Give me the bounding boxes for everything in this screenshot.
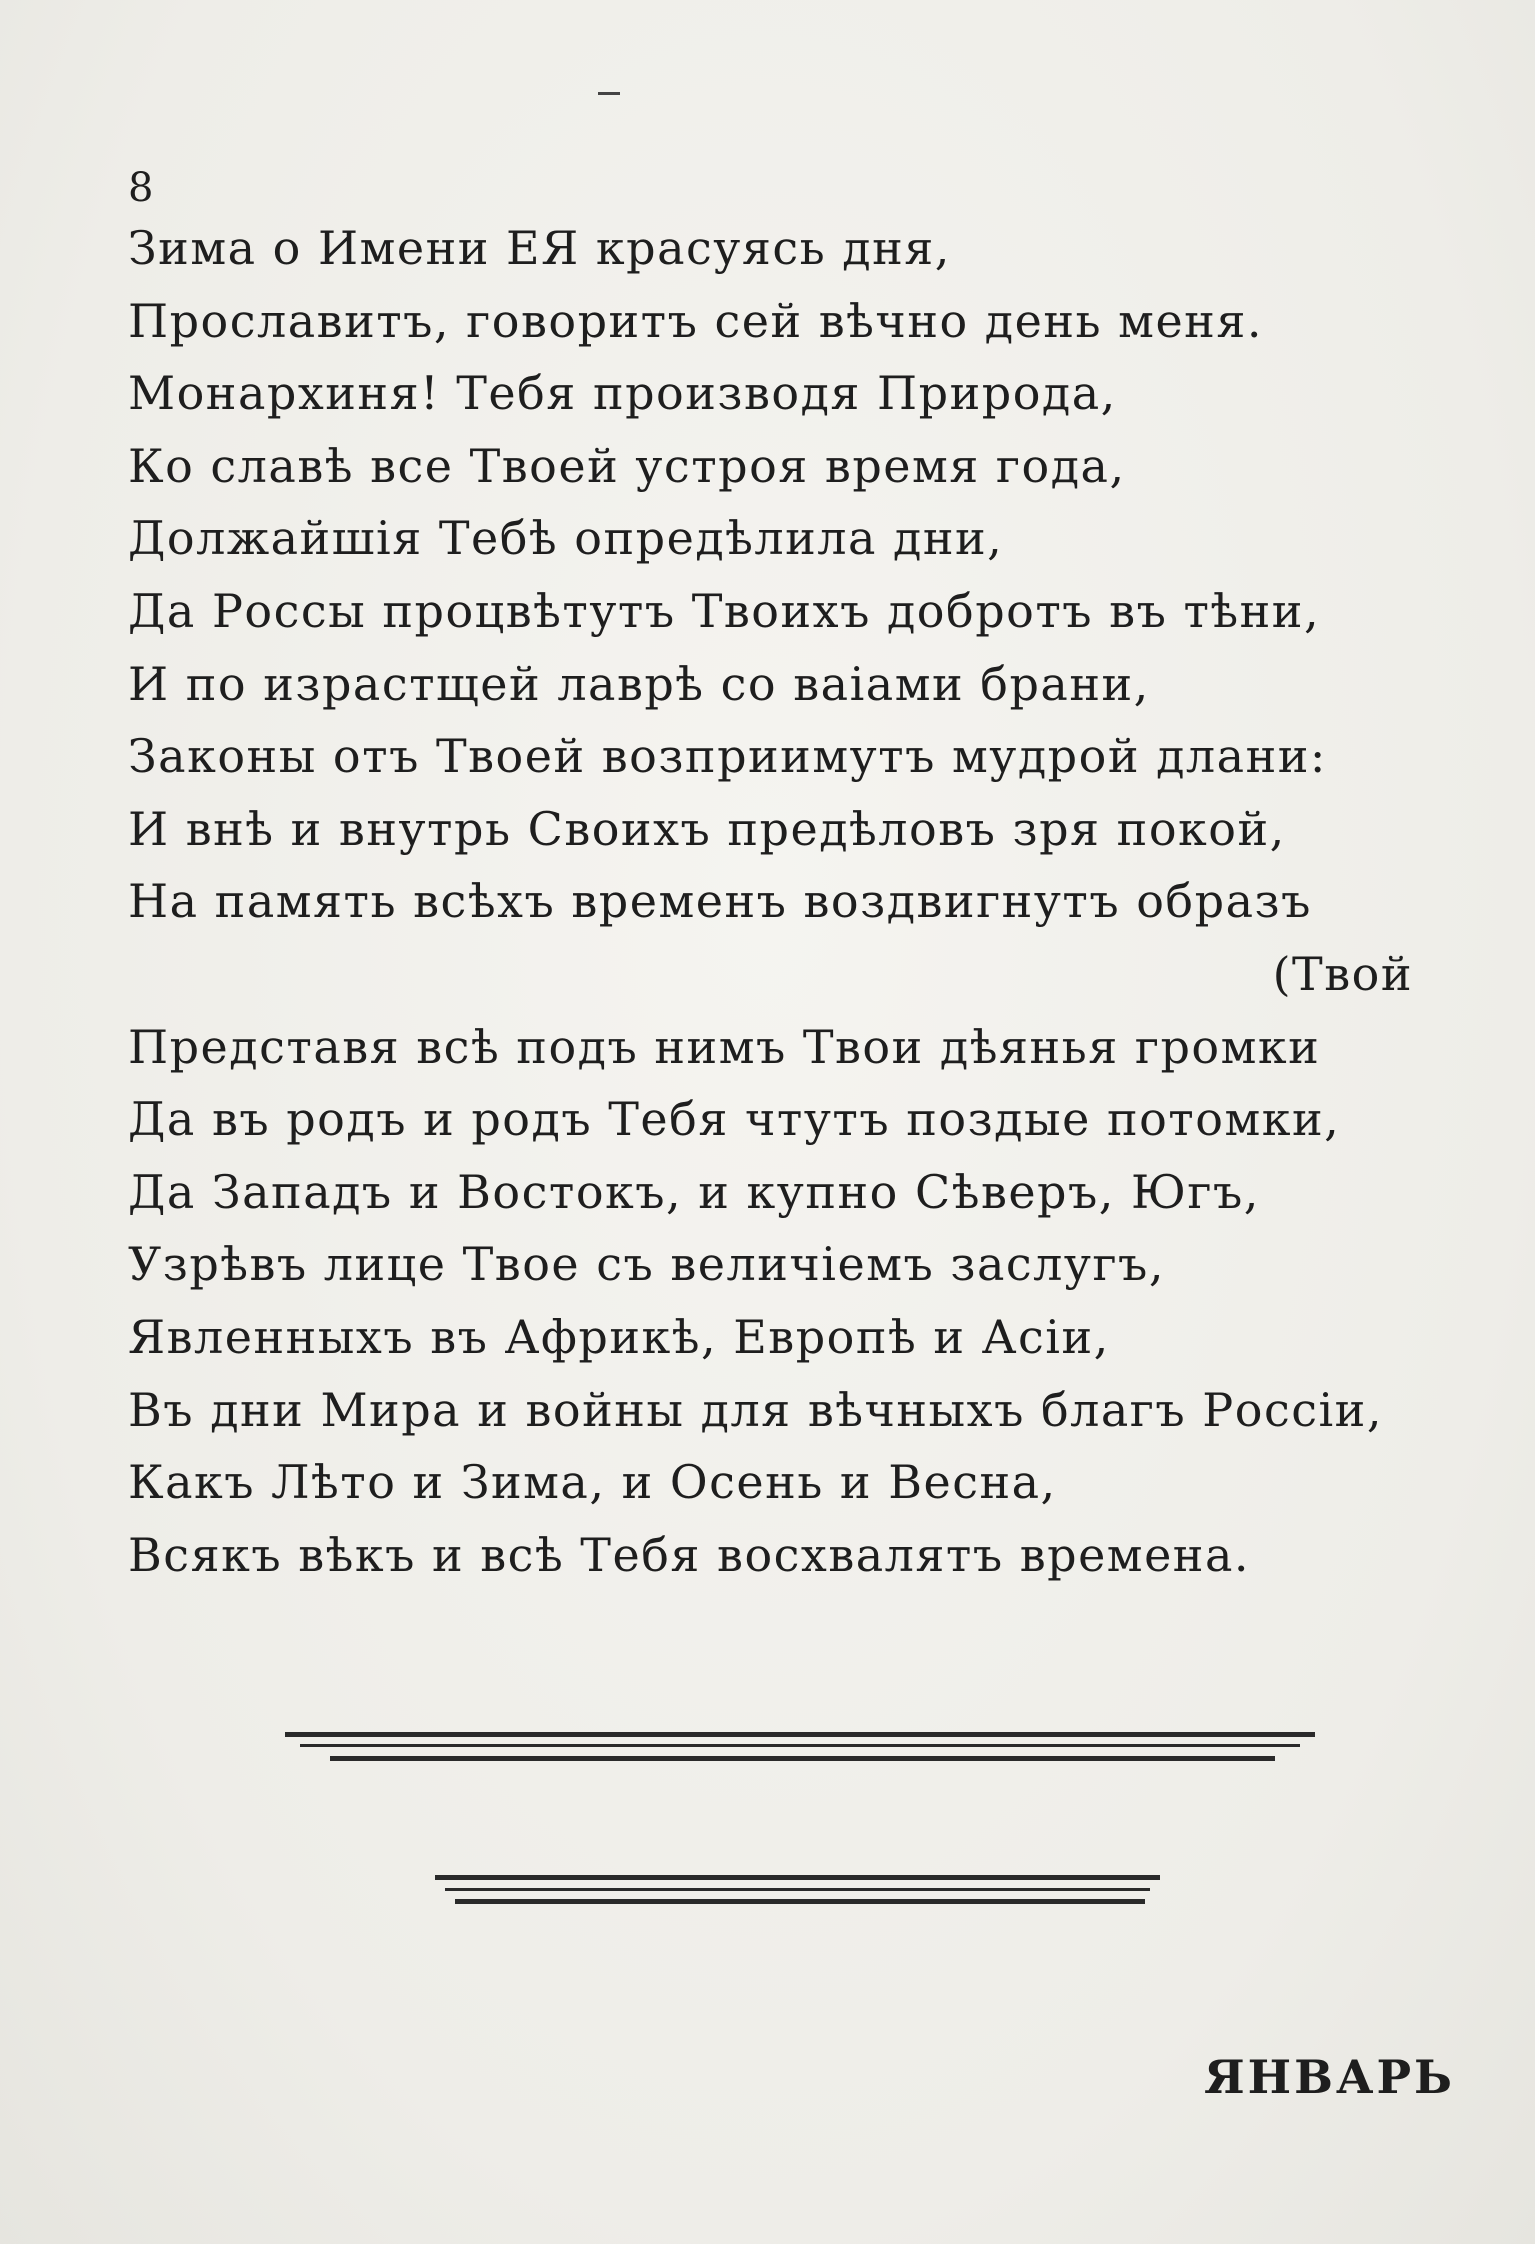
verse-line: Зима о Имени ЕЯ красуясь дня, bbox=[128, 221, 951, 275]
verse-line: Въ дни Мира и войны для вѣчныхъ благъ Россіи, bbox=[128, 1382, 1383, 1437]
verse-line: Да Россы процвѣтутъ Твоихъ добротъ въ тѣни, bbox=[128, 583, 1321, 638]
verse-line: Да въ родъ и родъ Тебя чтутъ поздые потомки, bbox=[128, 1092, 1341, 1147]
verse-line: Монархиня! Тебя производя Природа, bbox=[128, 366, 1117, 421]
top-mark bbox=[598, 92, 620, 95]
verse-line: И внѣ и внутрь Своихъ предѣловъ зря покой, bbox=[128, 801, 1286, 856]
verse-line: Какъ Лѣто и Зима, и Осень и Весна, bbox=[128, 1455, 1057, 1510]
verse-line: Законы отъ Твоей возприимутъ мудрой длани: bbox=[128, 729, 1327, 784]
verse-line: Всякъ вѣкъ и всѣ Тебя восхвалятъ времена. bbox=[128, 1527, 1251, 1582]
verse-line: Узрѣвъ лице Твое съ величіемъ заслугъ, bbox=[128, 1237, 1165, 1292]
verse-line: Представя всѣ подъ нимъ Твои дѣянья громки bbox=[128, 1019, 1321, 1074]
verse-line: Да Западъ и Востокъ, и купно Сѣверъ, Югъ, bbox=[128, 1164, 1260, 1219]
verse-line: Явленныхъ въ Африкѣ, Европѣ и Асіи, bbox=[128, 1309, 1110, 1364]
catchword: ЯНВАРЬ bbox=[1204, 2050, 1455, 2104]
verse-line: Прославитъ, говоритъ сей вѣчно день меня. bbox=[128, 293, 1263, 348]
verse-line-continuation: (Твой bbox=[1272, 946, 1413, 1001]
verse-line: Ко славѣ все Твоей устроя время года, bbox=[128, 438, 1126, 493]
verse-line: Должайшія Тебѣ опредѣлила дни, bbox=[128, 511, 1004, 566]
verse-line: На память всѣхъ временъ воздвигнутъ образъ bbox=[128, 874, 1312, 929]
poem-verse bbox=[128, 212, 1428, 1591]
page-number: 8 bbox=[128, 165, 154, 211]
verse-line: И по израстщей лаврѣ со ваіами брани, bbox=[128, 656, 1150, 711]
